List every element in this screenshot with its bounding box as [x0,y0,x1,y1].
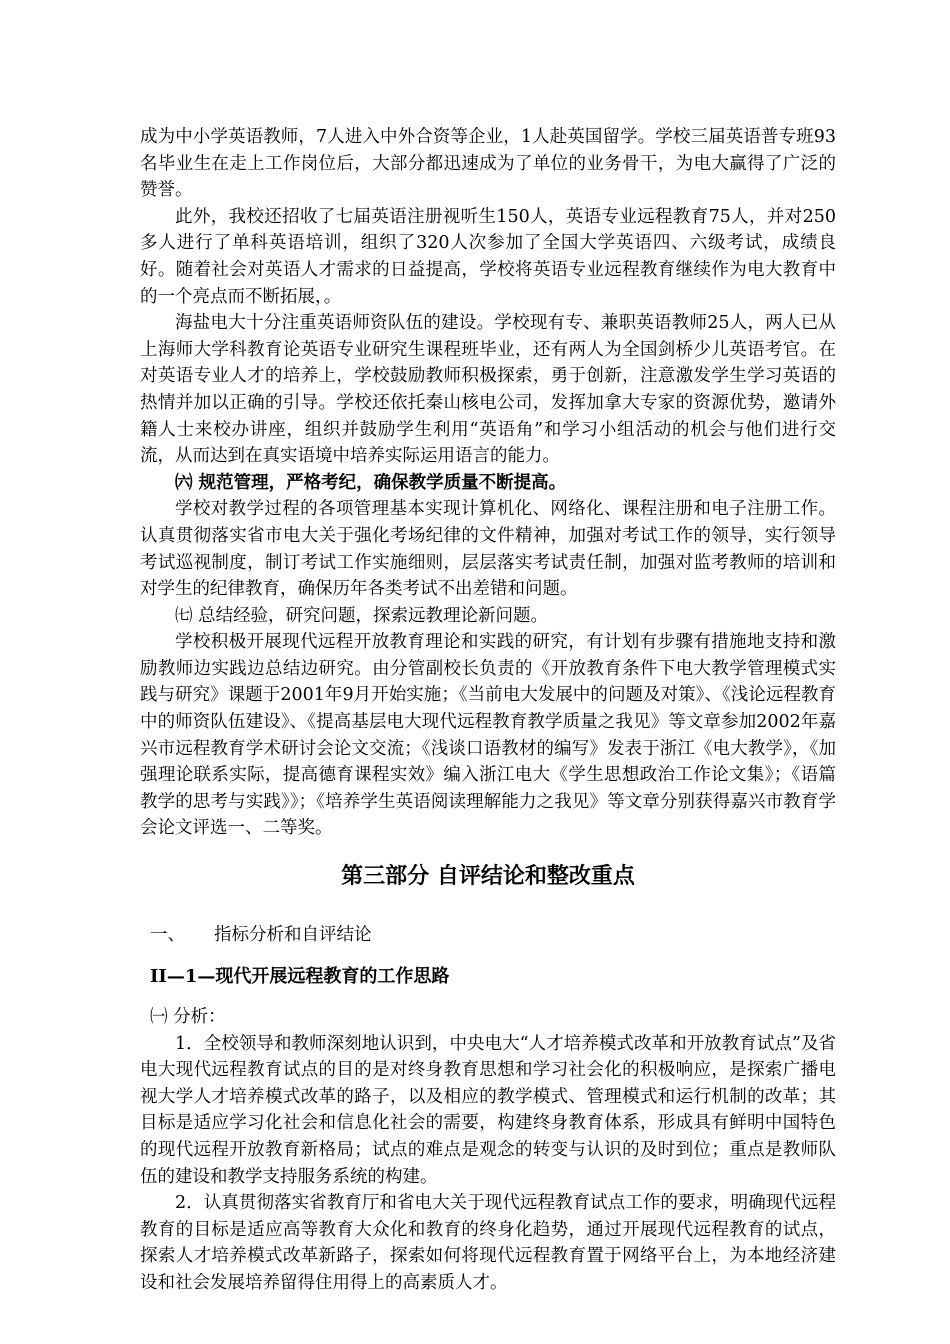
subheading-research: ㈦ 总结经验，研究问题，探索远教理论新问题。 [175,605,549,626]
document-page [140,124,836,1297]
indicator-heading: II—1—现代开展远程教育的工作思路 [150,966,450,988]
section-one-number: 一、 [150,925,185,946]
paragraph-english-faculty: 海盐电大十分注重英语师资队伍的建设。学校现有专、兼职英语教师25人，两人已从上海师大学科教育论英语专业研究生课程班毕业，还有两人为全国剑桥少儿英语考官。在对英语专业人才的培养上，学校鼓励教师积极探索，勇于创新，注意激发学生学习英语的热情并加以正确的引导。学校还依托秦山核电公司，发挥加拿大专家的资源优势，邀请外籍人士来校办讲座，组织并鼓励学生利用“英语角”和学习小组活动的机会与他们进行交流，从而达到在真实语境中培养实际运用语言的能力。 [140,313,836,467]
paragraph-english-enrollment: 此外，我校还招收了七届英语注册视听生150人，英语专业远程教育75人，并对250多人进行了单科英语培训，组织了320人次参加了全国大学英语四、六级考试，成绩良好。随着社会对英语人才需求的日益提高，学校将英语专业远程教育继续作为电大教育中的一个亮点而不断拓展，。 [140,206,836,307]
analysis-item-1: 1．全校领导和教师深刻地认识到，中央电大“人才培养模式改革和开放教育试点”及省电大现代远程教育试点的目的是对终身教育思想和学习社会化的积极响应，是探索广播电视大学人才培养模式改革的路子，以及相应的教学模式、管理模式和运行机制的改革；其目标是适应学习化社会和信息化社会的需要，构建终身教育体系，形成具有鲜明中国特色的现代远程开放教育新格局；试点的难点是观念的转变与认识的及时到位；重点是教师队伍的建设和教学支持服务系统的构建。 [140,1033,836,1187]
section-one-heading [150,922,836,948]
paragraph-english-graduates: 成为中小学英语教师，7人进入中外合资等企业，1人赴英国留学。学校三届英语普专班93名毕业生在走上工作岗位后，大部分都迅速成为了单位的业务骨干，为电大赢得了广泛的赞誉。 [140,127,836,201]
paragraph-management: 学校对教学过程的各项管理基本实现计算机化、网络化、课程注册和电子注册工作。认真贯彻落实省市电大关于强化考场纪律的文件精神，加强对考试工作的领导，实行领导考试巡视制度，制订考试工作实施细则，层层落实考试责任制，加强对监考教师的培训和对学生的纪律教育，确保历年各类考试不出差错和问题。 [140,499,836,600]
analysis-label: ㈠ 分析： [150,1007,226,1028]
part-three-title: 第三部分 自评结论和整改重点 [341,864,635,890]
subheading-management: ㈥ 规范管理，严格考纪，确保教学质量不断提高。 [175,472,567,493]
paragraph-research: 学校积极开展现代远程开放教育理论和实践的研究，有计划有步骤有措施地支持和激励教师边实践边总结边研究。由分管副校长负责的《开放教育条件下电大教学管理模式实践与研究》课题于2001年9月开始实施；《当前电大发展中的问题及对策》、《浅论远程教育中的师资队伍建设》、《提高基层电大现代远程教育教学质量之我见》等文章参加2002年嘉兴市远程教育学术研讨会论文交流；《浅谈口语教材的编写》发表于浙江《电大教学》，《加强理论联系实际，提高德育课程实效》编入浙江电大《学生思想政治工作论文集》；《语篇教学的思考与实践》》；《培养学生英语阅读理解能力之我见》等文章分别获得嘉兴市教育学会论文评选一、二等奖。 [140,632,836,839]
section-one-label: 指标分析和自评结论 [214,925,372,946]
analysis-item-2: 2．认真贯彻落实省教育厅和省电大关于现代远程教育试点工作的要求，明确现代远程教育的目标是适应高等教育大众化和教育的终身化趋势，通过开展现代远程教育的试点，探索人才培养模式改革新路子，探索如何将现代远程教育置于网络平台上，为本地经济建设和社会发展培养留得住用得上的高素质人才。 [140,1193,836,1293]
